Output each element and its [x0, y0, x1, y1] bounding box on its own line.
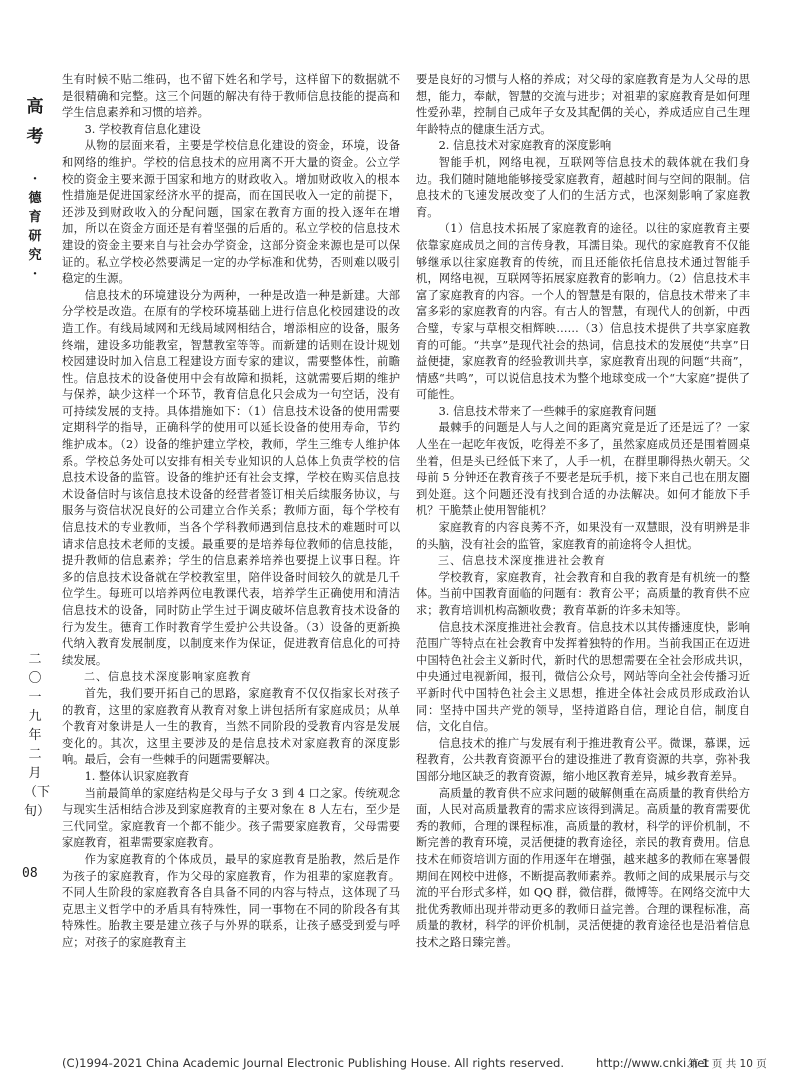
left-column: [62, 72, 400, 951]
paragraph: 智能手机，网络电视，互联网等信息技术的载体就在我们身边。我们随时随地能够接受家庭教育，超越时间与空间的限制。信息技术的飞速发展改变了人们的生活方式，也深刻影响了家庭教育。: [416, 155, 750, 219]
subsection-heading: 3. 学校教育信息化建设: [84, 122, 201, 136]
paragraph: 首先，我们要开拓自己的思路，家庭教育不仅仅指家长对孩子的教育，这里的家庭教育从教育对象上讲包括所有家庭成员；从单个教育对象讲是人一生的教育，当然不同阶段的受教育内容是发展变化的。其次，这里主要涉及的是信息技术对家庭教育的深度影响。最后，会有一些棘手的问题需要解决。: [62, 686, 400, 767]
page-number: 08: [22, 866, 38, 881]
paragraph: 学校教育，家庭教育，社会教育和自我的教育是有机统一的整体。当前中国教育面临的问题有：教育公平；高质量的教育供不应求；教育培训机构高额收费；教育革新的许多未知等。: [416, 570, 750, 617]
right-column: [416, 72, 750, 951]
subsection-heading: 3. 信息技术带来了一些棘手的家庭教育问题: [438, 404, 657, 418]
issue-date-char: 〇: [28, 671, 42, 686]
paragraph: 信息技术的推广与发展有利于推进教育公平。微课，慕课，远程教育，公共教育资源平台的建设推进了教育资源的共享，弥补我国部分地区缺乏的教育资源，缩小地区教育差异，城乡教育差异。: [416, 736, 750, 783]
subsection-heading: 2. 信息技术对家庭教育的深度影响: [438, 139, 612, 153]
column-name-char: 究: [28, 248, 42, 263]
column-name-char: 育: [28, 210, 42, 225]
section-heading: 二、信息技术深度影响家庭教育: [84, 670, 252, 684]
page-count: 第 1 页 共 10 页: [688, 1058, 767, 1070]
paragraph: 生有时候不贴二维码，也不留下姓名和学号，这样留下的数据就不是很精确和完整。这三个问题的解决有待于教师信息技能的提高和学生信息素养和习惯的培养。: [62, 73, 400, 120]
paragraph: 要是良好的习惯与人格的养成；对父母的家庭教育是为人父母的思想，能力，奉献，智慧的交流与进步；对祖辈的家庭教育是如何理性爱孙辈，控制自己成年子女及其配偶的关心，养成适应自己生理年龄特点的健康生活方式。: [416, 73, 750, 136]
issue-date-char: 一: [28, 690, 42, 705]
column-name-char: 研: [28, 229, 42, 244]
issue-date-char: 二: [28, 747, 42, 762]
paragraph: 信息技术深度推进社会教育。信息技术以其传播速度快，影响范围广等特点在社会教育中发挥着独特的作用。当前我国正在迈进中国特色社会主义新时代，新时代的思想需要在全社会形成共识，中央通过电视新闻，报刊，微信公众号，网站等向全社会传播习近平新时代中国特色社会主义思想，推进全体社会成员形成政治认同：坚持中国共产党的领导，坚持道路自信，理论自信，制度自信，文化自信。: [416, 620, 750, 734]
side-margin: [0, 0, 56, 1086]
paragraph: 当前最简单的家庭结构是父母与子女 3 到 4 口之家。传统观念与现实生活相结合涉及到家庭教育的主要对象在 8 人左右，至少是三代同堂。家庭教育一个都不能少。孩子需要家庭教育，父母需要家庭教育，祖辈需要家庭教育。: [62, 786, 400, 850]
issue-date-char: （下: [24, 785, 51, 800]
paragraph: 作为家庭教育的个体成员，最早的家庭教育是胎教，然后是作为孩子的家庭教育，作为父母的家庭教育，作为祖辈的家庭教育。不同人生阶段的家庭教育各自具备不同的内容与特点，这体现了马克思主义哲学中的矛盾具有特殊性，同一事物在不同的阶段各有其特殊性。胎教主要是建立孩子与外界的联系，让孩子感受到爱与呼应；对孩子的家庭教育主: [62, 852, 400, 949]
column-name-char: 德: [28, 191, 42, 206]
copyright-notice: (C)1994-2021 China Academic Journal Electronic Publishing House. All rights reserved.: [62, 1056, 565, 1070]
column-name-char: ·: [32, 267, 38, 282]
issue-date-char: 二: [28, 652, 42, 667]
source-url: http://www.cnki.net: [596, 1056, 709, 1070]
journal-name: [20, 92, 50, 152]
issue-date-char: 旬）: [24, 804, 51, 819]
paragraph: 从物的层面来看，主要是学校信息化建设的资金，环境，设备和网络的维护。学校的信息技术的应用离不开大量的资金。公立学校的资金主要来源于国家和地方的财政收入。增加财政收入的根本性措施是促进国家经济水平的提高，而在国民收入一定的前提下，还涉及到财政收入的分配问题，国家在教育方面的投入逐年在增加，所以在资金方面还是有着坚强的后盾的。私立学校的信息技术建设的资金主要来自与社会办学资金，这部分资金来源也是可以保证的。私立学校必然要满足一定的办学标准和优势，否则难以吸引稳定的生源。: [62, 139, 400, 286]
column-name-char: ·: [32, 172, 38, 187]
paragraph: （1）信息技术拓展了家庭教育的途径。以往的家庭教育主要依靠家庭成员之间的言传身教，耳濡目染。现代的家庭教育不仅能够继承以往家庭教育的传统，而且还能依托信息技术通过智能手机，网络电视，互联网等拓展家庭教育的影响力。（2）信息技术丰富了家庭教育的内容。一个人的智慧是有限的，信息技术带来了丰富多彩的家庭教育的内容。有古人的智慧，有现代人的创新，中西合璧，专家与草根交相辉映……（3）信息技术提供了共享家庭教育的可能。“共享”是现代社会的热词，信息技术的发展使“共享”日益便捷，家庭教育的经验教训共享，家庭教育出现的问题“共商”，情感“共鸣”，可以说信息技术为整个地球变成一个“大家庭”提供了可能性。: [416, 222, 750, 402]
issue-date-char: 月: [28, 766, 42, 781]
footer: [62, 1056, 767, 1070]
journal-name-char: 考: [26, 127, 44, 147]
issue-date-char: 年: [28, 728, 42, 743]
section-heading: 三、信息技术深度推进社会教育: [438, 554, 606, 568]
paragraph: 家庭教育的内容良莠不齐，如果没有一双慧眼，没有明辨是非的头脑，没有社会的监管，家庭教育的前途将令人担忧。: [416, 521, 750, 551]
issue-date-char: 九: [28, 709, 42, 724]
subsection-heading: 1. 整体认识家庭教育: [84, 769, 190, 783]
journal-name-char: 高: [26, 97, 44, 117]
paragraph: 信息技术的环境建设分为两种，一种是改造一种是新建。大部分学校是改造。在原有的学校环境基础上进行信息化校园建设的改造工作。有线局域网和无线局域网相结合，增添相应的设备，服务终端，建设多功能教室，智慧教室等等。而新建的话则在设计规划校园建设时加入信息工程建设方面专家的建议，需要整体性，前瞻性。信息技术的设备使用中会有故障和损耗，这就需要后期的维护与保养，缺少这样一个环节，教育信息化只会成为一句空话，没有可持续发展的支持。具体措施如下：（1）信息技术设备的使用需要定期科学的指导，正确科学的使用可以延长设备的使用寿命，节约维护成本。（2）设备的维护建立学校，教师，学生三维专人维护体系。学校总务处可以安排有相关专业知识的人总体上负责学校的信息技术设备的监管。设备的维护还有社会支撑，学校在购买信息技术设备信时与该信息技术设备的经营者签订相关后续服务协议，与服务与资信状况良好的公司建立合作关系；教师方面，每个学校有信息技术的专业教师，当各个学科教师遇到信息技术的难题时可以请求信息技术老师的支援。最重要的是培养每位教师的信息技能，提升教师的信息素养；学生的信息素养培养也要提上议事日程。许多的信息技术设备就在学校教室里，陪伴设备时间较久的就是几千位学生。每班可以培养两位电教课代表，培养学生正确使用和清洁信息技术的设备，同时防止学生过于调皮破坏信息教育技术设备的行为发生。德育工作时教育学生爱护公共设备。（3）设备的更新换代纳入教育发展制度，以制度来作为保证，促进教育信息化的可持续发展。: [62, 288, 400, 667]
column-name: [24, 170, 46, 284]
issue-date: [24, 650, 51, 821]
paragraph: 高质量的教育供不应求问题的破解侧重在高质量的教育供给方面，人民对高质量教育的需求应该得到满足。高质量的教育需要优秀的教师，合理的课程标准，高质量的教材，科学的评价机制，不断完善的教育环境，灵活便捷的教育途径，亲民的教育费用。信息技术在师资培训方面的作用逐年在增强，越来越多的教师在寒暑假期间在网校中进修，不断提高教师素养。教师之间的成果展示与交流的平台形式多样，如 QQ 群，微信群，微博等。在网络交流中大批优秀教师出现并带动更多的教师日益完善。合理的课程标准，高质量的教材，科学的评价机制，灵活便捷的教育途径也是沿着信息技术之路日臻完善。: [416, 786, 750, 949]
paragraph: 最棘手的问题是人与人之间的距离究竟是近了还是远了？一家人坐在一起吃年夜饭，吃得差不多了，虽然家庭成员还是围着圆桌坐着，但是头已经低下来了，人手一机，在群里聊得热火朝天。父母前 5 分钟还在教育孩子不要老是玩手机，接下来自己也在朋友圈到处逛。这个问题还没有找到合适的办法解决。如何才能放下手机？干脆禁止使用智能机？: [416, 421, 750, 518]
